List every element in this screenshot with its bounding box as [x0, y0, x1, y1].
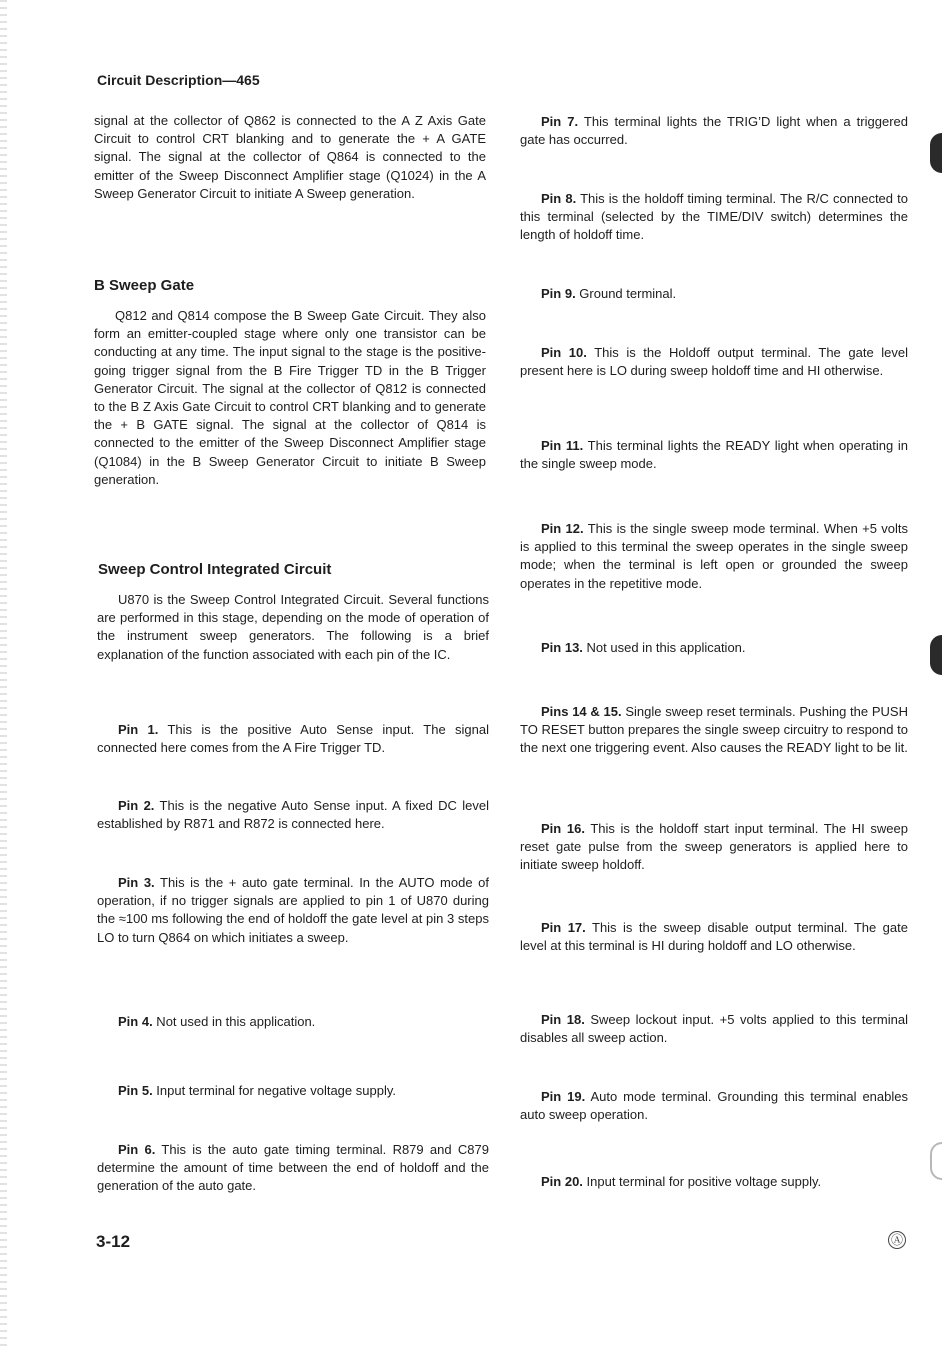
pin-label: Pin 11.: [541, 438, 584, 453]
pin-text: Not used in this application.: [582, 640, 746, 655]
b-sweep-gate-paragraph: Q812 and Q814 compose the B Sweep Gate Circuit. They also form an emitter-coupled stage where only one transistor can be conducting at any time. The input signal to the stage is the positive-going trigger signal from the B Fire Trigger TD in the B Trigger Generator Circuit. The signal at the collector of Q812 is connected to the B Z Axis Gate Circuit to control CRT blanking and to generate the + B GATE signal. The signal at the collector of Q814 is connected to the emitter of the Sweep Disconnect Amplifier stage (Q1084) in the B Sweep Generator Circuit to initiate B Sweep generation.: [94, 308, 486, 487]
pin-text: Single sweep reset terminals. Pushing the PUSH TO RESET button prepares the single sweep circuitry to respond to the next one triggering event. Also causes the READY light to be lit.: [520, 704, 908, 756]
pin-text: This is the single sweep mode terminal. When +5 volts is applied to this terminal the sweep operates in the single sweep mode; when the terminal is left open or grounded the sweep operates in the repetitive mode.: [520, 521, 908, 591]
binder-tab-mark: [930, 133, 942, 173]
pin-label: Pin 5.: [118, 1083, 153, 1098]
pin-text: This is the sweep disable output terminal. The gate level at this terminal is HI during holdoff and LO otherwise.: [520, 920, 908, 954]
sweep-control-paragraph: U870 is the Sweep Control Integrated Circuit. Several functions are performed in this stage, depending on the mode of operation of the instrument sweep generators. The following is a brief explanation of the function associated with each pin of the IC.: [97, 592, 489, 662]
publisher-mark-icon: Ⓐ: [888, 1231, 906, 1249]
pin-text: This is the positive Auto Sense input. The signal connected here comes from the A Fire Trigger TD.: [97, 722, 489, 756]
pin-label: Pin 20.: [541, 1174, 583, 1189]
pin-text: This is the holdoff timing terminal. The R/C connected to this terminal (selected by the TIME/DIV switch) determines the length of holdoff time.: [520, 191, 908, 243]
pin-label: Pins 14 & 15.: [541, 704, 622, 719]
pin-4-description: [97, 1013, 489, 1031]
pin-label: Pin 13.: [541, 640, 583, 655]
pin-text: Input terminal for negative voltage supply.: [152, 1083, 396, 1098]
pin-text: This terminal lights the READY light when operating in the single sweep mode.: [520, 438, 908, 472]
pin-label: Pin 2.: [118, 798, 155, 813]
pin-text: Input terminal for positive voltage supply.: [582, 1174, 822, 1189]
pin-20-description: [520, 1173, 908, 1191]
pin-19-description: [520, 1088, 908, 1124]
pin-label: Pin 9.: [541, 286, 576, 301]
pin-label: Pin 19.: [541, 1089, 586, 1104]
pin-1-description: [97, 721, 489, 757]
pin-6-description: [97, 1141, 489, 1196]
pin-label: Pin 3.: [118, 875, 155, 890]
pin-text: This is the auto gate timing terminal. R879 and C879 determine the amount of time between the end of holdoff and the generation of the auto gate.: [97, 1142, 489, 1194]
pin-label: Pin 4.: [118, 1014, 153, 1029]
pin-text: Not used in this application.: [152, 1014, 316, 1029]
pin-text: This terminal lights the TRIG’D light when a triggered gate has occurred.: [520, 114, 908, 148]
sweep-control-heading: Sweep Control Integrated Circuit: [98, 561, 332, 578]
pin-9-description: [520, 285, 908, 303]
pin-label: Pin 18.: [541, 1012, 585, 1027]
pin-5-description: [97, 1082, 489, 1100]
pin-18-description: [520, 1011, 908, 1047]
pin-16-description: [520, 820, 908, 875]
pin-7-description: [520, 113, 908, 149]
pin-10-description: [520, 344, 908, 380]
pin-8-description: [520, 190, 908, 245]
pin-17-description: [520, 919, 908, 955]
intro-paragraph: signal at the collector of Q862 is connected to the A Z Axis Gate Circuit to control CRT blanking and to generate the + A GATE signal. The signal at the collector of Q864 is connected to the emitter of the Sweep Disconnect Amplifier stage (Q1024) in the A Sweep Generator Circuit to initiate A Sweep generation.: [94, 113, 486, 201]
pin-label: Pin 12.: [541, 521, 584, 536]
pin-text: This is the + auto gate terminal. In the AUTO mode of operation, if no trigger signals are applied to pin 1 of U870 during the ≈100 ms following the end of holdoff the gate level at pin 3 steps LO to turn Q864 on which initiates a sweep.: [97, 875, 489, 945]
pin-text: This is the negative Auto Sense input. A fixed DC level established by R871 and R872 is connected here.: [97, 798, 490, 832]
pin-label: Pin 17.: [541, 920, 586, 935]
pin-label: Pin 16.: [541, 821, 585, 836]
pin-label: Pin 1.: [118, 722, 159, 737]
scan-edge-artifact: [0, 0, 7, 1350]
page-number: 3-12: [96, 1232, 131, 1251]
pin-12-description: [520, 520, 908, 593]
pins-14-15-description: [520, 703, 908, 758]
pin-text: Auto mode terminal. Grounding this terminal enables auto sweep operation.: [520, 1089, 908, 1123]
pin-text: Sweep lockout input. +5 volts applied to this terminal disables all sweep action.: [520, 1012, 908, 1046]
pin-label: Pin 8.: [541, 191, 577, 206]
pin-label: Pin 6.: [118, 1142, 156, 1157]
pin-text: Ground terminal.: [575, 286, 677, 301]
b-sweep-gate-heading: B Sweep Gate: [94, 277, 195, 294]
binder-tab-mark: [930, 1142, 942, 1180]
pin-13-description: [520, 639, 908, 657]
pin-label: Pin 10.: [541, 345, 587, 360]
pin-text: This is the holdoff start input terminal. The HI sweep reset gate pulse from the sweep generators is applied here to initiate sweep holdoff.: [520, 821, 908, 873]
pin-3-description: [97, 874, 489, 947]
pin-label: Pin 7.: [541, 114, 579, 129]
pin-11-description: [520, 437, 908, 473]
pin-2-description: [97, 797, 489, 833]
pin-text: This is the Holdoff output terminal. The gate level present here is LO during sweep holdoff time and HI otherwise.: [520, 345, 908, 379]
running-header: Circuit Description—465: [97, 72, 260, 88]
binder-tab-mark: [930, 635, 942, 675]
